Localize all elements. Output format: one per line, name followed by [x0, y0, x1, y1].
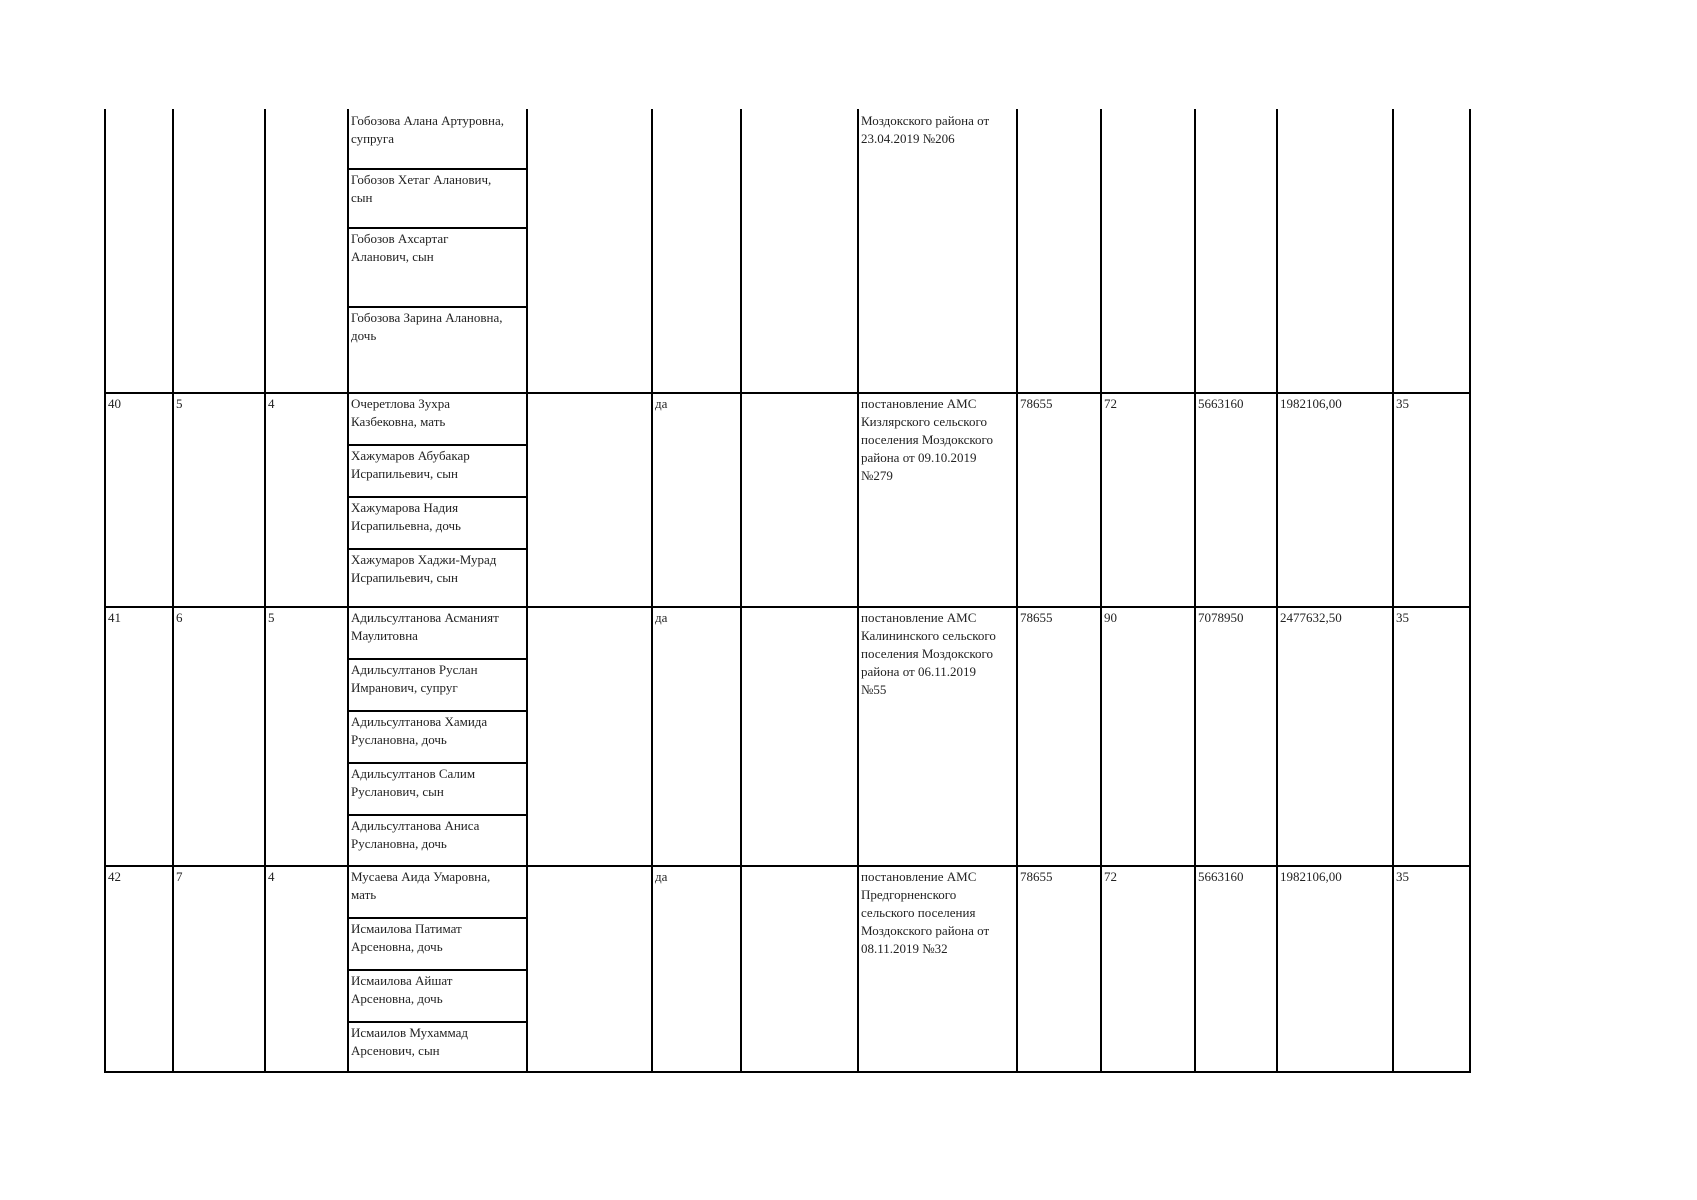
- row-border: [104, 392, 1471, 394]
- queue-number: 5: [176, 396, 183, 411]
- queue-number: 6: [176, 610, 183, 625]
- total-cost: 5663160: [1198, 869, 1244, 884]
- subsidy-amount: 1982106,00: [1280, 869, 1342, 884]
- table-bottom-border: [104, 1071, 1471, 1073]
- area-norm: 72: [1104, 869, 1117, 884]
- name-cell-border: [347, 168, 528, 170]
- percent-value: 35: [1396, 869, 1409, 884]
- column-border: [1392, 109, 1394, 1073]
- name-cell-border: [347, 969, 528, 971]
- column-border: [740, 109, 742, 1073]
- total-cost: 7078950: [1198, 610, 1244, 625]
- household-member-name: Хажумаров Хаджи-Мурад Исрапильевич, сын: [351, 552, 497, 585]
- total-cost: 5663160: [1198, 396, 1244, 411]
- column-border: [104, 109, 106, 1073]
- percent-value: 35: [1396, 610, 1409, 625]
- household-member-name: Исмаилов Мухаммад Арсенович, сын: [351, 1025, 468, 1058]
- household-member-name: Мусаева Аида Умаровна, мать: [351, 869, 491, 902]
- name-cell-border: [347, 710, 528, 712]
- column-border: [857, 109, 859, 1073]
- name-cell-border: [347, 306, 528, 308]
- household-member-name: Очеретлова Зухра Казбековна, мать: [351, 396, 451, 429]
- column-border: [347, 109, 349, 1073]
- household-member-name: Исмаилова Айшат Арсеновна, дочь: [351, 973, 453, 1006]
- percent-value: 35: [1396, 396, 1409, 411]
- household-member-name: Гобозова Алана Артуровна, супруга: [351, 113, 504, 146]
- household-member-name: Хажумаров Абубакар Исрапильевич, сын: [351, 448, 470, 481]
- household-member-name: Гобозов Хетаг Аланович, сын: [351, 172, 492, 205]
- queue-number: 7: [176, 869, 183, 884]
- column-border: [1100, 109, 1102, 1073]
- name-cell-border: [347, 917, 528, 919]
- column-border: [651, 109, 653, 1073]
- row-border: [104, 865, 1471, 867]
- name-cell-border: [347, 496, 528, 498]
- family-size: 4: [268, 869, 275, 884]
- household-member-name: Адильсултанов Руслан Имранович, супруг: [351, 662, 478, 695]
- family-size: 5: [268, 610, 275, 625]
- row-number: 40: [108, 396, 121, 411]
- column-border: [264, 109, 266, 1073]
- name-cell-border: [347, 658, 528, 660]
- column-border: [526, 109, 528, 1073]
- household-member-name: Исмаилова Патимат Арсеновна, дочь: [351, 921, 462, 954]
- name-cell-border: [347, 814, 528, 816]
- decree-text: постановление АМС Кизлярского сельского поселения Моздокского района от 09.10.2019 №279: [861, 396, 994, 483]
- column-border: [1016, 109, 1018, 1073]
- name-cell-border: [347, 444, 528, 446]
- household-member-name: Адильсултанов Салим Русланович, сын: [351, 766, 476, 799]
- household-member-name: Гобозов Ахсартаг Аланович, сын: [351, 231, 449, 264]
- column-border: [1194, 109, 1196, 1073]
- subsidy-amount: 2477632,50: [1280, 610, 1342, 625]
- price-per-sqm: 78655: [1020, 610, 1053, 625]
- column-border: [1469, 109, 1471, 1073]
- area-norm: 90: [1104, 610, 1117, 625]
- decree-text: постановление АМС Предгорненского сельского поселения Моздокского района от 08.11.2019 №32: [861, 869, 990, 956]
- area-norm: 72: [1104, 396, 1117, 411]
- price-per-sqm: 78655: [1020, 396, 1053, 411]
- household-member-name: Хажумарова Надия Исрапильевна, дочь: [351, 500, 461, 533]
- household-member-name: Адильсултанова Аниса Руслановна, дочь: [351, 818, 480, 851]
- name-cell-border: [347, 227, 528, 229]
- name-cell-border: [347, 1021, 528, 1023]
- subsidy-amount: 1982106,00: [1280, 396, 1342, 411]
- family-size: 4: [268, 396, 275, 411]
- decree-text: постановление АМС Калининского сельского поселения Моздокского района от 06.11.2019 №55: [861, 610, 996, 697]
- eligibility-flag: да: [655, 396, 668, 411]
- row-number: 41: [108, 610, 121, 625]
- name-cell-border: [347, 548, 528, 550]
- row-border: [104, 606, 1471, 608]
- household-member-name: Гобозова Зарина Алановна, дочь: [351, 310, 503, 343]
- column-border: [172, 109, 174, 1073]
- household-member-name: Адильсултанова Хамида Руслановна, дочь: [351, 714, 488, 747]
- household-member-name: Адильсултанова Асманият Маулитовна: [351, 610, 499, 643]
- row-number: 42: [108, 869, 121, 884]
- name-cell-border: [347, 762, 528, 764]
- eligibility-flag: да: [655, 610, 668, 625]
- price-per-sqm: 78655: [1020, 869, 1053, 884]
- decree-text: Моздокского района от 23.04.2019 №206: [861, 113, 990, 146]
- eligibility-flag: да: [655, 869, 668, 884]
- column-border: [1276, 109, 1278, 1073]
